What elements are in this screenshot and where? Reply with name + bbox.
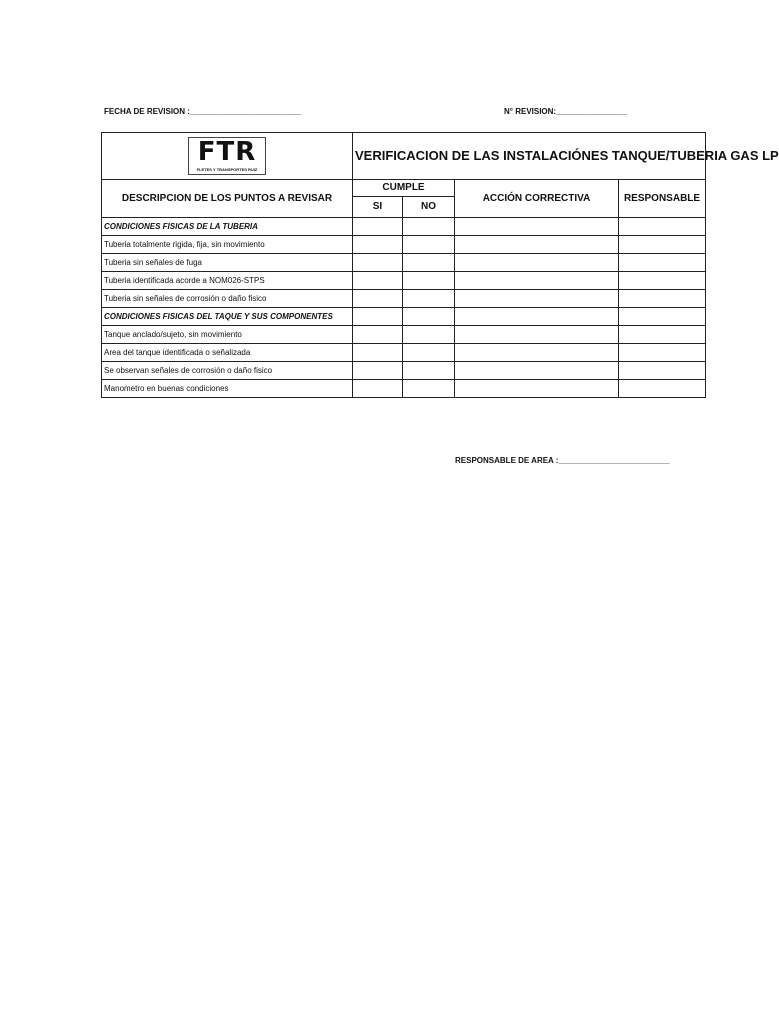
col-cumple-header: CUMPLE [353, 180, 455, 197]
si-cell[interactable] [353, 218, 403, 236]
si-cell[interactable] [353, 308, 403, 326]
si-cell[interactable] [353, 272, 403, 290]
col-responsable-header: RESPONSABLE [619, 180, 706, 218]
responsable-cell[interactable] [619, 326, 706, 344]
table-row [102, 362, 706, 380]
responsable-area-label: RESPONSABLE DE AREA :_________________________ [455, 456, 670, 465]
logo-text: FTR [197, 136, 257, 167]
ftr-logo [188, 137, 266, 175]
accion-cell[interactable] [455, 290, 619, 308]
accion-cell[interactable] [455, 362, 619, 380]
accion-cell[interactable] [455, 218, 619, 236]
si-cell[interactable] [353, 290, 403, 308]
no-cell[interactable] [403, 362, 455, 380]
section-row [102, 308, 706, 326]
responsable-cell[interactable] [619, 344, 706, 362]
si-cell[interactable] [353, 362, 403, 380]
responsable-cell[interactable] [619, 218, 706, 236]
check-item-label: Area del tanque identificada o señalizada [102, 344, 353, 362]
accion-cell[interactable] [455, 236, 619, 254]
check-item-label: Manometro en buenas condiciones [102, 380, 353, 398]
form-title: VERIFICACION DE LAS INSTALACIÓNES TANQUE/TUBERIA GAS LP [353, 133, 706, 180]
accion-cell[interactable] [455, 308, 619, 326]
no-cell[interactable] [403, 290, 455, 308]
logo-cell [102, 133, 353, 180]
table-row [102, 272, 706, 290]
responsable-cell[interactable] [619, 290, 706, 308]
fecha-revision-label: FECHA DE REVISION :_________________________ [104, 107, 302, 116]
col-no-header: NO [403, 197, 455, 218]
accion-cell[interactable] [455, 344, 619, 362]
accion-cell[interactable] [455, 272, 619, 290]
check-item-label: Tuberia identificada acorde a NOM026-STPS [102, 272, 353, 290]
section-label: CONDICIONES FISICAS DE LA TUBERIA [102, 218, 353, 236]
no-cell[interactable] [403, 254, 455, 272]
responsable-cell[interactable] [619, 380, 706, 398]
numero-revision-label: N° REVISION:________________ [504, 107, 628, 116]
accion-cell[interactable] [455, 380, 619, 398]
check-item-label: Tanque anclado/sujeto, sin movimiento [102, 326, 353, 344]
table-row [102, 254, 706, 272]
col-descripcion-header: DESCRIPCION DE LOS PUNTOS A REVISAR [102, 180, 353, 218]
col-si-header: SI [353, 197, 403, 218]
no-cell[interactable] [403, 326, 455, 344]
no-cell[interactable] [403, 344, 455, 362]
responsable-cell[interactable] [619, 308, 706, 326]
no-cell[interactable] [403, 236, 455, 254]
check-item-label: Tuberia sin señales de fuga [102, 254, 353, 272]
no-cell[interactable] [403, 380, 455, 398]
logo-subtitle: FLETES Y TRANSPORTES RUIZ [196, 166, 258, 172]
table-row [102, 290, 706, 308]
accion-cell[interactable] [455, 326, 619, 344]
checklist-table [101, 132, 779, 398]
section-label: CONDICIONES FISICAS DEL TAQUE Y SUS COMPONENTES [102, 308, 353, 326]
responsable-cell[interactable] [619, 254, 706, 272]
check-item-label: Se observan señales de corrosión o daño fisico [102, 362, 353, 380]
table-row [102, 344, 706, 362]
accion-cell[interactable] [455, 254, 619, 272]
si-cell[interactable] [353, 254, 403, 272]
si-cell[interactable] [353, 326, 403, 344]
no-cell[interactable] [403, 272, 455, 290]
check-item-label: Tuberia totalmente rigida, fija, sin movimiento [102, 236, 353, 254]
check-item-label: Tuberia sin señales de corrosión o daño fisico [102, 290, 353, 308]
no-cell[interactable] [403, 308, 455, 326]
si-cell[interactable] [353, 344, 403, 362]
table-row [102, 236, 706, 254]
table-row [102, 326, 706, 344]
col-accion-header: ACCIÓN CORRECTIVA [455, 180, 619, 218]
responsable-cell[interactable] [619, 362, 706, 380]
responsable-cell[interactable] [619, 236, 706, 254]
no-cell[interactable] [403, 218, 455, 236]
section-row [102, 218, 706, 236]
table-row [102, 380, 706, 398]
si-cell[interactable] [353, 236, 403, 254]
responsable-cell[interactable] [619, 272, 706, 290]
si-cell[interactable] [353, 380, 403, 398]
